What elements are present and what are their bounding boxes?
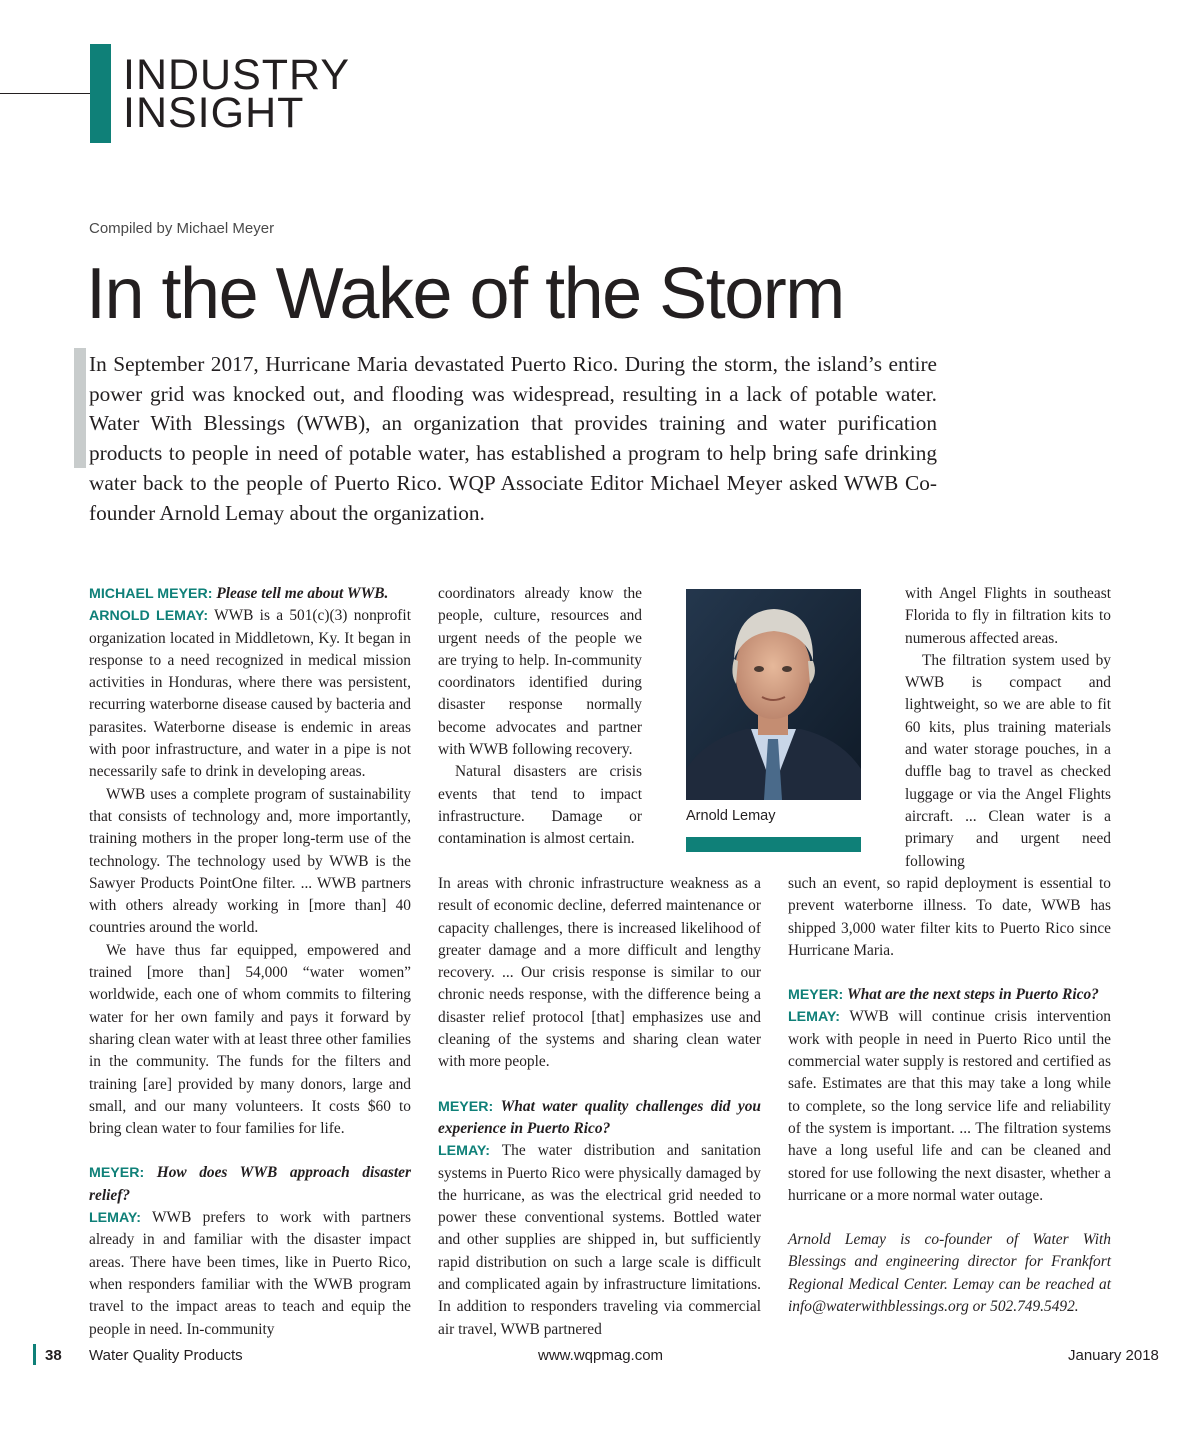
section-accent-bar: [90, 44, 111, 143]
photo-caption: Arnold Lemay: [686, 808, 776, 824]
answer-text: WWB is a 501(c)(3) nonprofit organization located in Middletown, Ky. It began in response to a need recognized in medical mission activities in Honduras, where there was persistent, recurring waterborne disease caused by bacteria and parasites. Waterborne disease is endemic in areas with poor infrastructure, and water in a pipe is not necessarily safe to drink in developing areas.: [89, 607, 411, 781]
byline: Compiled by Michael Meyer: [89, 220, 275, 237]
speaker-label: LEMAY:: [788, 1009, 841, 1026]
question-text: What are the next steps in Puerto Rico?: [847, 986, 1099, 1004]
page-title: In the Wake of the Storm: [86, 254, 844, 334]
portrait-photo: [686, 589, 861, 800]
answer-2-paragraph-1-continued: coordinators already know the people, culture, resources and urgent needs of the people we are trying to help. In-community coordinators identified during disaster response normally become advocates and partner with WWB following recovery.: [438, 585, 642, 759]
answer-4-paragraph-1: [788, 1006, 1111, 1207]
answer-1-paragraph-1: [89, 605, 411, 783]
answer-3-paragraph-2: The filtration system used by WWB is compact and lightweight, so we are able to fit 60 kits, plus training materials and water storage pouches, in a duffle bag to travel as checked luggage or via the Angel Flights aircraft. ... Clean water is a primary and urgent need following: [905, 651, 1111, 870]
website-link[interactable]: www.wqpmag.com: [538, 1347, 664, 1364]
answer-text: WWB prefers to work with partners already in and familiar with the disaster impact areas. There have been times, like in Puerto Rico, when responders familiar with the WWB program travel to the impact areas to teach and equip the people in need. In-community: [89, 1209, 411, 1338]
page-number: 38: [45, 1347, 62, 1364]
speaker-label: LEMAY:: [438, 1143, 491, 1160]
article-column-2-bottom: [438, 873, 761, 1341]
answer-text: The water distribution and sanitation systems in Puerto Rico were physically damaged by the hurricane, as was the electrical grid needed to power these conventional systems. Bottled water and other supplies are shipped in, but sufficiently rapid distribution on such a large scale is difficult and complicated again by infrastructure limitations. In addition to responders traveling via commercial air travel, WWB partnered: [438, 1142, 761, 1338]
speaker-label: MICHAEL MEYER:: [89, 586, 213, 602]
speaker-label: MEYER:: [438, 1098, 494, 1115]
header-rule: [0, 93, 92, 94]
answer-3-paragraph-1: [438, 1140, 761, 1341]
answer-1-paragraph-2: WWB uses a complete program of sustainability that consists of technology and, more importantly, training mothers in the proper long-term use of the technology. The technology used by WWB is the Sawyer Products PointOne filter. ... WWB partners with others already working in [more than] 40 countries around the world.: [89, 785, 411, 937]
question-3: [438, 1096, 761, 1141]
question-text: What water quality challenges did you experience in Puerto Rico?: [438, 1097, 761, 1137]
intro-paragraph: In September 2017, Hurricane Maria devastated Puerto Rico. During the storm, the island’s entire power grid was knocked out, and flooding was widespread, resulting in a lack of potable water. Water With Blessings (WWB), an organization that provides training and water purification products to people in need of potable water, has established a program to help bring safe drinking water back to the people of Puerto Rico. WQP Associate Editor Michael Meyer asked WWB Co-founder Arnold Lemay about the organization.: [89, 352, 937, 525]
answer-3-paragraph-1-continued: with Angel Flights in southeast Florida to fly in filtration kits to numerous affected areas.: [905, 585, 1111, 647]
footer-accent-bar: [33, 1344, 36, 1365]
article-column-1: [89, 583, 411, 1341]
speaker-label: LEMAY:: [89, 1210, 142, 1227]
issue-date: January 2018: [1068, 1347, 1159, 1364]
answer-2-paragraph-2: Natural disasters are crisis events that tend to impact infrastructure. Damage or contamination is almost certain.: [438, 763, 642, 848]
article-column-3-top: [905, 583, 1111, 873]
intro-dropcap-bar: [74, 348, 86, 468]
question-1: [89, 583, 411, 605]
article-column-3-bottom: [788, 873, 1111, 1318]
article-column-2-top: [438, 583, 642, 851]
speaker-label: ARNOLD LEMAY:: [89, 608, 209, 625]
question-text: Please tell me about WWB.: [216, 585, 389, 602]
section-label-line2: INSIGHT: [123, 89, 305, 137]
speaker-label: MEYER:: [89, 1165, 145, 1182]
answer-text: WWB will continue crisis intervention work with people in need in Puerto Rico until the commercial water supply is restored and certified as safe. Estimates are that this may take a long while to complete, so the long service life and reliability of the system is important. ... The filtration systems have a long useful life and can be cleaned and stored for use following the next disaster, whether a hurricane or a more normal water outage.: [788, 1008, 1111, 1204]
answer-3-paragraph-2-continued: such an event, so rapid deployment is essential to prevent waterborne illness. To date, WWB has shipped 3,000 water filter kits to Puerto Rico since Hurricane Maria.: [788, 875, 1111, 959]
question-2: [89, 1162, 411, 1207]
publication-name: Water Quality Products: [89, 1347, 243, 1364]
author-bio: Arnold Lemay is co-founder of Water With Blessings and engineering director for Frankfort Regional Medical Center. Lemay can be reached at info@waterwithblessings.org or 502.749.5492.: [788, 1231, 1111, 1316]
answer-2-paragraph-2-continued: In areas with chronic infrastructure weakness as a result of economic decline, deferred maintenance or capacity challenges, there is increased likelihood of greater damage and a more difficult and lengthy recovery. ... Our crisis response is similar to our chronic needs response, with the difference being a disaster relief protocol [that] emphasizes use and cleaning of the systems and sharing clean water with more people.: [438, 875, 761, 1071]
question-4: [788, 984, 1111, 1006]
answer-2-paragraph-1: [89, 1207, 411, 1341]
portrait-illustration: [686, 589, 861, 800]
caption-accent-bar: [686, 837, 861, 852]
question-text: How does WWB approach disaster relief?: [89, 1164, 411, 1204]
speaker-label: MEYER:: [788, 987, 844, 1004]
answer-1-paragraph-3: We have thus far equipped, empowered and trained [more than] 54,000 “water women” worldwide, each one of whom commits to filtering water for her own family and pays it forward by sharing clean water with at least three other families in the community. The funds for the filters and training [are] provided by many donors, large and small, and our many volunteers. It costs $60 to bring clean water to four families for life.: [89, 941, 411, 1138]
section-label-line1: INDUSTRY: [123, 51, 351, 99]
